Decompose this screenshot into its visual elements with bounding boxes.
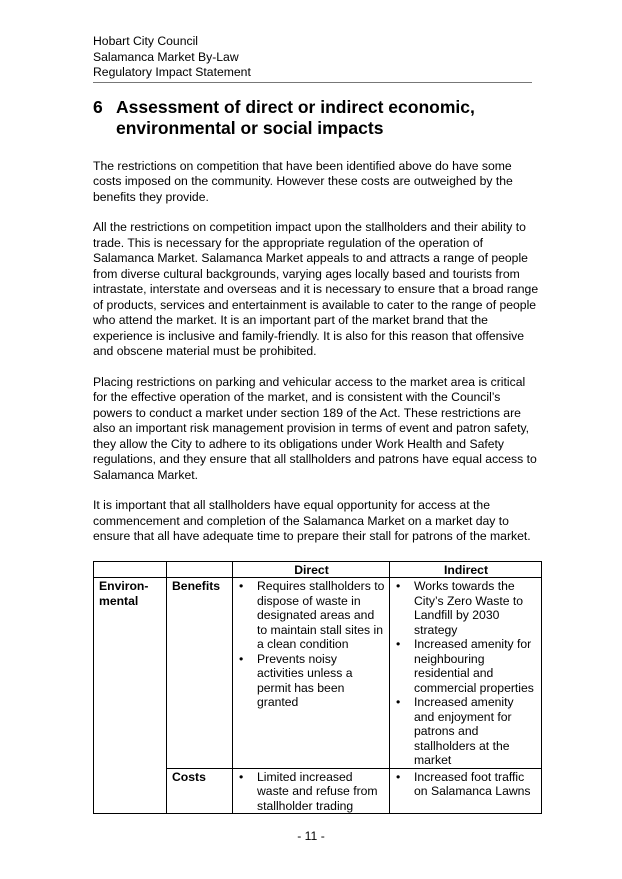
paragraph-4: It is important that all stallholders have equal opportunity for access at the commencement and completion of the Salamanca Market on a market day to ensure that all have adequate time to prepare their stall for patrons of the market. <box>93 498 531 543</box>
benefits-direct-cell <box>233 578 390 769</box>
header-indirect: Indirect <box>390 561 542 578</box>
document-page <box>93 34 540 814</box>
list-item: • Increased amenity for neighbouring residential and commercial properties <box>395 637 537 695</box>
header-council: Hobart City Council <box>93 34 198 48</box>
table-row <box>94 578 542 769</box>
header-cell-empty <box>94 561 167 578</box>
header-bylaw: Salamanca Market By-Law <box>93 49 239 64</box>
header-cell-empty <box>167 561 233 578</box>
paragraph-1: The restrictions on competition that have been identified above do have some costs imposed on the community. However these costs are outweighed by the benefits they provide. <box>93 158 513 204</box>
header-direct: Direct <box>233 561 390 578</box>
list-item: • Prevents noisy activities unless a permit has been granted <box>238 652 385 710</box>
list-item: • Requires stallholders to dispose of waste in designated areas and to maintain stall sites in a clean condition <box>238 579 385 652</box>
section-number: 6 <box>93 96 103 117</box>
costs-indirect-cell <box>390 768 542 814</box>
paragraph-2: All the restrictions on competition impact upon the stallholders and their ability to trade. This is necessary for the appropriate regulation of the operation of Salamanca Market. Salamanca Market appeals to and attracts a range of people from diverse cultural backgrounds, varying ages locally based and tourists from intrastate, interstate and overseas and it is necessary to ensure that a broad range of products, services and entertainment is available to cater to the range of people who attend the market. It is an important part of the market brand that the experience is inclusive and family-friendly. It is also for this reason that offensive and obscene material must be prohibited. <box>93 220 539 358</box>
costs-label: Costs <box>167 768 233 814</box>
section-heading <box>93 97 540 139</box>
category-environmental: Environ-mental <box>94 578 167 814</box>
costs-direct-cell <box>233 768 390 814</box>
list-item: • Limited increased waste and refuse from stallholder trading <box>238 770 385 814</box>
paragraph-3: Placing restrictions on parking and vehicular access to the market area is critical for the effective operation of the market, and is consistent with the Council’s powers to conduct a market under section 189 of the Act. These restrictions are also an important risk management provision in terms of event and patron safety, they allow the City to adhere to its obligations under Work Health and Safety regulations, and they ensure that all stallholders and patrons have equal access to Salamanca Market. <box>93 374 537 482</box>
benefits-label: Benefits <box>167 578 233 769</box>
list-item: • Increased amenity and enjoyment for patrons and stallholders at the market <box>395 695 537 768</box>
impacts-table <box>93 561 542 815</box>
section-title: Assessment of direct or indirect economic, environmental or social impacts <box>116 96 475 138</box>
benefits-indirect-cell <box>390 578 542 769</box>
list-item: • Works towards the City’s Zero Waste to Landfill by 2030 strategy <box>395 579 537 637</box>
header-statement: Regulatory Impact Statement <box>93 65 251 79</box>
list-item: • Increased foot traffic on Salamanca Lawns <box>395 770 537 799</box>
header-rule <box>93 82 532 83</box>
page-number: - 11 - <box>297 829 325 843</box>
table-header-row <box>94 561 542 578</box>
